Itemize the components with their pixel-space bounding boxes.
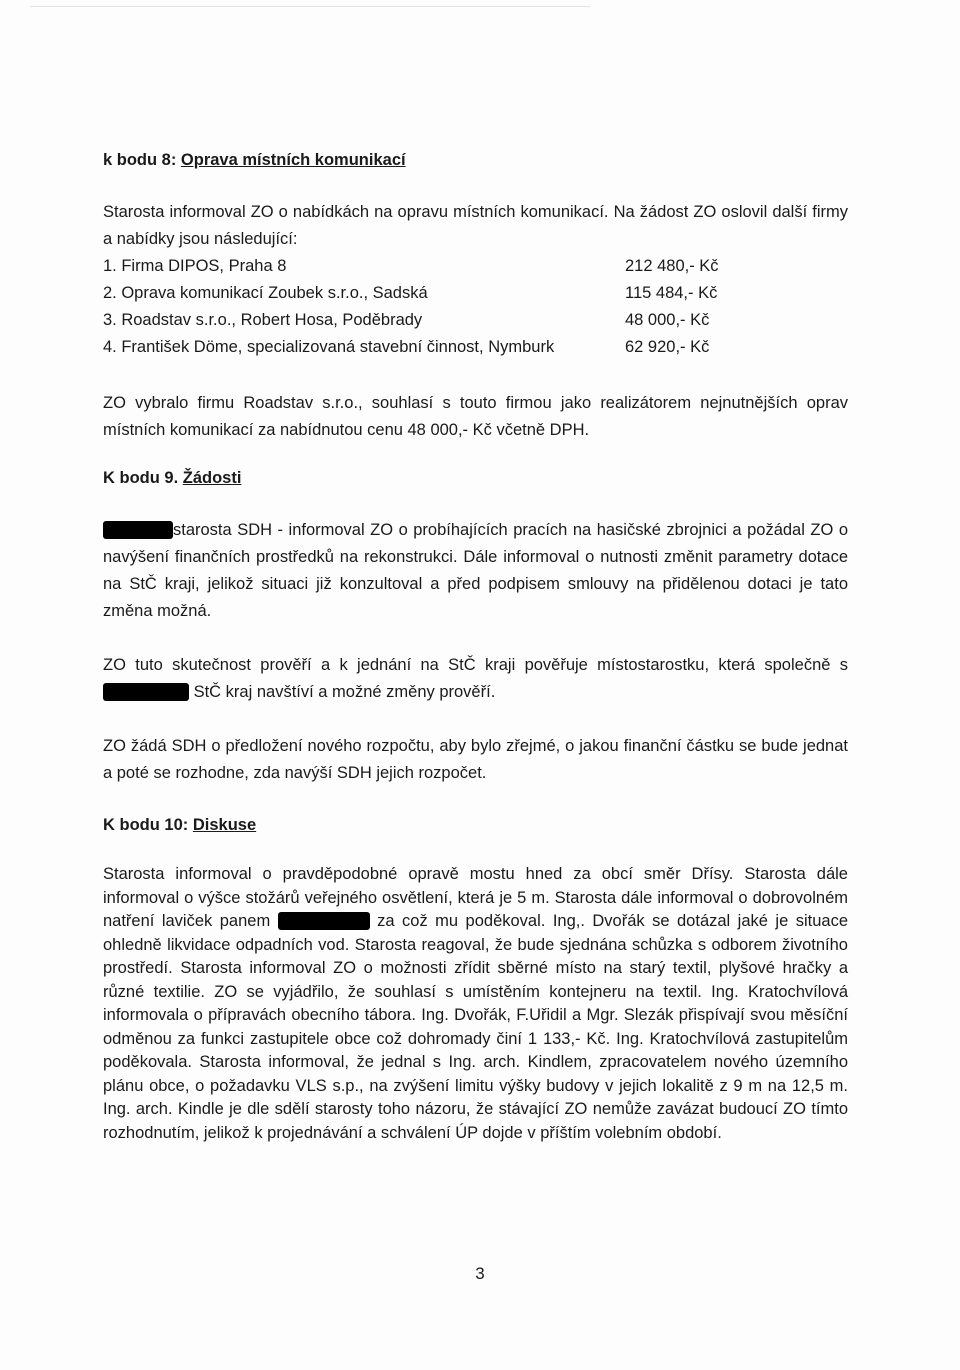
section-9-paragraph-3: ZO žádá SDH o předložení nového rozpočtu, aby bylo zřejmé, o jakou finanční částku se bude jednat a poté se rozhodne, zda navýší SDH jejich rozpočet. [103,737,848,782]
offer-name: 4. František Döme, specializovaná stavební činnost, Nymburk [103,338,555,356]
section-9-prefix: K bodu 9. [103,469,183,487]
section-9-p2-before: ZO tuto skutečnost prověří a k jednání na StČ kraji pověřuje místostarostku, která společně s [103,656,848,674]
section-10-prefix: K bodu 10: [103,816,193,834]
section-8-title: Oprava místních komunikací [180,151,406,169]
section-10-title: Diskuse [192,816,257,834]
offer-price: 115 484,- Kč [625,284,718,302]
section-10-text-after: za což mu poděkoval. Ing,. Dvořák se dotázal jaké je situace ohledně likvidace odpadních vod. Starosta reagoval, že bude sjednána schůzka s odborem životního prostředí. Starosta informoval ZO o možnosti zřídit sběrné místo na starý textil, plyšové hračky a různé textilie. ZO se vyjádřilo, že souhlasí s umístěním kontejneru na textil. Ing. Kratochvílová informovala o přípravách obecního tábora. Ing. Dvořák, F.Uřidil a Mgr. Slezák přispívají svou měsíční odměnou za funkci zastupitele obce což dohromady činí 1 133,- Kč. Ing. Kratochvílová zastupitelům poděkovala. Starosta informoval, že jednal s Ing. arch. Kindlem, zpracovatelem nového územního plánu obce, o požadavku VLS s.p., na zvýšení limitu výšky budovy v jejich lokalitě z 9 m na 12,5 m. Ing. arch. Kindle je dle sdělí starosty toho názoru, že stávající ZO nemůže zavázat budoucí ZO tímto rozhodnutím, jelikož k projednávání a schválení ÚP dojde v příštím volebním období. [103,912,848,1142]
offer-name: 3. Roadstav s.r.o., Robert Hosa, Poděbrady [103,311,423,329]
document-page [103,148,848,1145]
offer-name: 1. Firma DIPOS, Praha 8 [103,257,287,275]
redaction-block [103,683,189,701]
section-8-prefix: k bodu 8: [103,151,181,169]
page-number: 3 [475,1264,485,1283]
section-9-title: Žádosti [182,469,242,487]
section-9-p2-after: StČ kraj navštíví a možné změny prověří. [189,683,496,701]
section-9-heading [103,466,848,490]
section-9-p1-text: starosta SDH - informoval ZO o probíhajících pracích na hasičské zbrojnici a požádal ZO o navýšení finančních prostředků na rekonstrukci. Dále informoval o nutnosti změnit parametry dotace na StČ kraji, jelikož situaci již konzultoval a před podpisem smlouvy na přidělenou dotaci je tato změna možná. [103,521,848,620]
offer-row [103,280,848,307]
section-8-heading [103,148,848,172]
offer-row [103,253,848,280]
section-10-paragraph [103,863,848,1145]
section-9-paragraph-2 [103,652,848,706]
offer-price: 48 000,- Kč [625,311,710,329]
offer-name: 2. Oprava komunikací Zoubek s.r.o., Sadská [103,284,428,302]
offer-row [103,307,848,334]
redaction-block [103,521,173,539]
offer-row [103,334,848,361]
offer-price: 212 480,- Kč [625,257,719,275]
offers-list [103,253,848,361]
scan-edge-line [30,6,590,7]
section-9-paragraph-1 [103,517,848,625]
redaction-block [278,912,370,930]
section-8-decision: ZO vybralo firmu Roadstav s.r.o., souhlasí s touto firmou jako realizátorem nejnutnějších oprav místních komunikací za nabídnutou cenu 48 000,- Kč včetně DPH. [103,394,848,439]
section-8-intro: Starosta informoval ZO o nabídkách na opravu místních komunikací. Na žádost ZO oslovil další firmy a nabídky jsou následující: [103,203,848,248]
offer-price: 62 920,- Kč [625,338,710,356]
section-10-text-before: Starosta informoval o pravděpodobné opravě mostu hned za obcí směr Dřísy. Starosta dále informoval o výšce stožárů veřejného osvětlení, která je 5 m. Starosta dále informoval o dobrovolném natření laviček panem [103,865,848,930]
section-10-heading [103,813,848,837]
